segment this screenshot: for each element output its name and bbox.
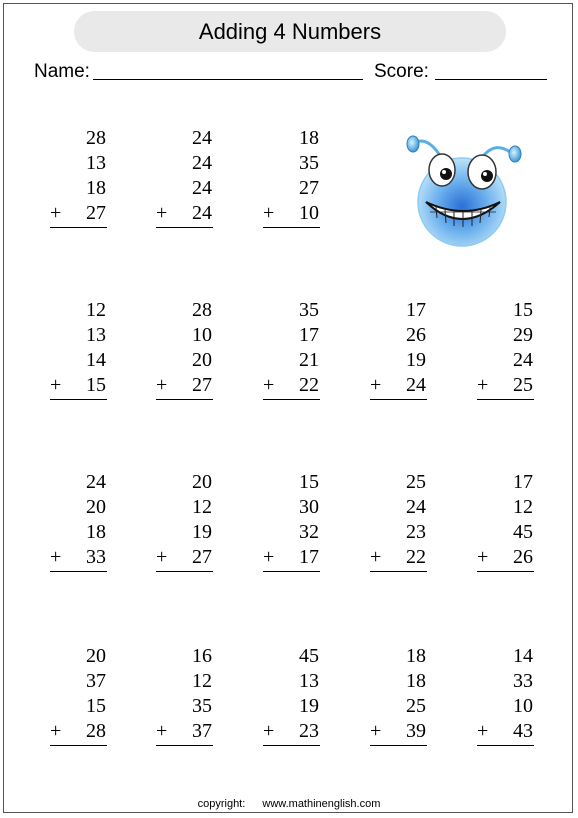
plus-sign: +	[156, 202, 168, 224]
plus-sign: +	[156, 720, 168, 742]
addend-2: 33	[513, 670, 533, 692]
addend-1: 25	[406, 471, 426, 493]
addend-4: 33	[86, 546, 106, 568]
answer-line	[263, 745, 320, 746]
addend-3: 18	[86, 177, 106, 199]
answer-line	[156, 571, 213, 572]
plus-sign: +	[477, 374, 489, 396]
addend-2: 30	[299, 496, 319, 518]
worksheet-title: Adding 4 Numbers	[74, 11, 506, 52]
addend-1: 28	[192, 299, 212, 321]
addend-3: 20	[192, 349, 212, 371]
addend-1: 16	[192, 645, 212, 667]
addend-3: 35	[192, 695, 212, 717]
answer-line	[156, 227, 213, 228]
addend-4: 26	[513, 546, 533, 568]
addend-4: 24	[406, 374, 426, 396]
plus-sign: +	[263, 202, 275, 224]
answer-line	[477, 399, 534, 400]
answer-line	[477, 745, 534, 746]
addend-3: 23	[406, 521, 426, 543]
answer-line	[477, 571, 534, 572]
plus-sign: +	[477, 720, 489, 742]
addend-3: 19	[299, 695, 319, 717]
addend-4: 15	[86, 374, 106, 396]
addend-1: 20	[192, 471, 212, 493]
addend-3: 19	[406, 349, 426, 371]
addend-2: 12	[513, 496, 533, 518]
addend-3: 24	[513, 349, 533, 371]
addend-3: 24	[192, 177, 212, 199]
plus-sign: +	[263, 546, 275, 568]
answer-line	[50, 745, 107, 746]
addend-4: 27	[86, 202, 106, 224]
answer-line	[263, 571, 320, 572]
addend-2: 13	[86, 152, 106, 174]
answer-line	[50, 227, 107, 228]
answer-line	[50, 399, 107, 400]
addend-3: 14	[86, 349, 106, 371]
addend-1: 45	[299, 645, 319, 667]
addend-2: 37	[86, 670, 106, 692]
addend-2: 35	[299, 152, 319, 174]
website-link[interactable]: www.mathinenglish.com	[262, 798, 381, 810]
addend-1: 28	[86, 127, 106, 149]
addend-1: 15	[299, 471, 319, 493]
addend-2: 24	[406, 496, 426, 518]
answer-line	[263, 399, 320, 400]
addend-4: 24	[192, 202, 212, 224]
addend-1: 14	[513, 645, 533, 667]
plus-sign: +	[370, 720, 382, 742]
addend-4: 27	[192, 546, 212, 568]
addend-2: 26	[406, 324, 426, 346]
plus-sign: +	[50, 374, 62, 396]
addend-3: 19	[192, 521, 212, 543]
name-label: Name:	[34, 61, 90, 82]
answer-line	[50, 571, 107, 572]
addend-4: 25	[513, 374, 533, 396]
plus-sign: +	[370, 546, 382, 568]
addend-1: 35	[299, 299, 319, 321]
addend-4: 10	[299, 202, 319, 224]
addend-3: 27	[299, 177, 319, 199]
addend-4: 22	[299, 374, 319, 396]
plus-sign: +	[50, 546, 62, 568]
addend-3: 15	[86, 695, 106, 717]
plus-sign: +	[477, 546, 489, 568]
addend-4: 37	[192, 720, 212, 742]
addend-2: 18	[406, 670, 426, 692]
addend-3: 32	[299, 521, 319, 543]
addend-3: 25	[406, 695, 426, 717]
smiling-bug-mascot	[402, 128, 522, 250]
footer	[0, 798, 578, 810]
copyright-label: copyright:	[197, 798, 246, 810]
score-label: Score:	[374, 61, 429, 82]
answer-line	[370, 745, 427, 746]
addend-1: 12	[86, 299, 106, 321]
addend-2: 29	[513, 324, 533, 346]
addend-4: 39	[406, 720, 426, 742]
answer-line	[370, 571, 427, 572]
addend-1: 24	[86, 471, 106, 493]
addend-4: 17	[299, 546, 319, 568]
addend-2: 12	[192, 496, 212, 518]
addend-1: 24	[192, 127, 212, 149]
plus-sign: +	[156, 374, 168, 396]
answer-line	[156, 745, 213, 746]
plus-sign: +	[50, 202, 62, 224]
addend-2: 10	[192, 324, 212, 346]
addend-4: 22	[406, 546, 426, 568]
score-field-line[interactable]	[435, 79, 547, 80]
name-field-line[interactable]	[93, 79, 363, 80]
addend-4: 28	[86, 720, 106, 742]
answer-line	[370, 399, 427, 400]
addend-2: 12	[192, 670, 212, 692]
addend-1: 17	[406, 299, 426, 321]
addend-1: 15	[513, 299, 533, 321]
addend-1: 20	[86, 645, 106, 667]
addend-3: 18	[86, 521, 106, 543]
plus-sign: +	[50, 720, 62, 742]
addend-4: 23	[299, 720, 319, 742]
addend-3: 10	[513, 695, 533, 717]
plus-sign: +	[156, 546, 168, 568]
addend-4: 27	[192, 374, 212, 396]
addend-1: 18	[406, 645, 426, 667]
addend-1: 18	[299, 127, 319, 149]
addend-1: 17	[513, 471, 533, 493]
addend-2: 24	[192, 152, 212, 174]
addend-2: 13	[86, 324, 106, 346]
addend-3: 21	[299, 349, 319, 371]
plus-sign: +	[263, 720, 275, 742]
addend-2: 20	[86, 496, 106, 518]
addend-3: 45	[513, 521, 533, 543]
plus-sign: +	[370, 374, 382, 396]
answer-line	[156, 399, 213, 400]
addend-2: 17	[299, 324, 319, 346]
addend-2: 13	[299, 670, 319, 692]
answer-line	[263, 227, 320, 228]
plus-sign: +	[263, 374, 275, 396]
addend-4: 43	[513, 720, 533, 742]
